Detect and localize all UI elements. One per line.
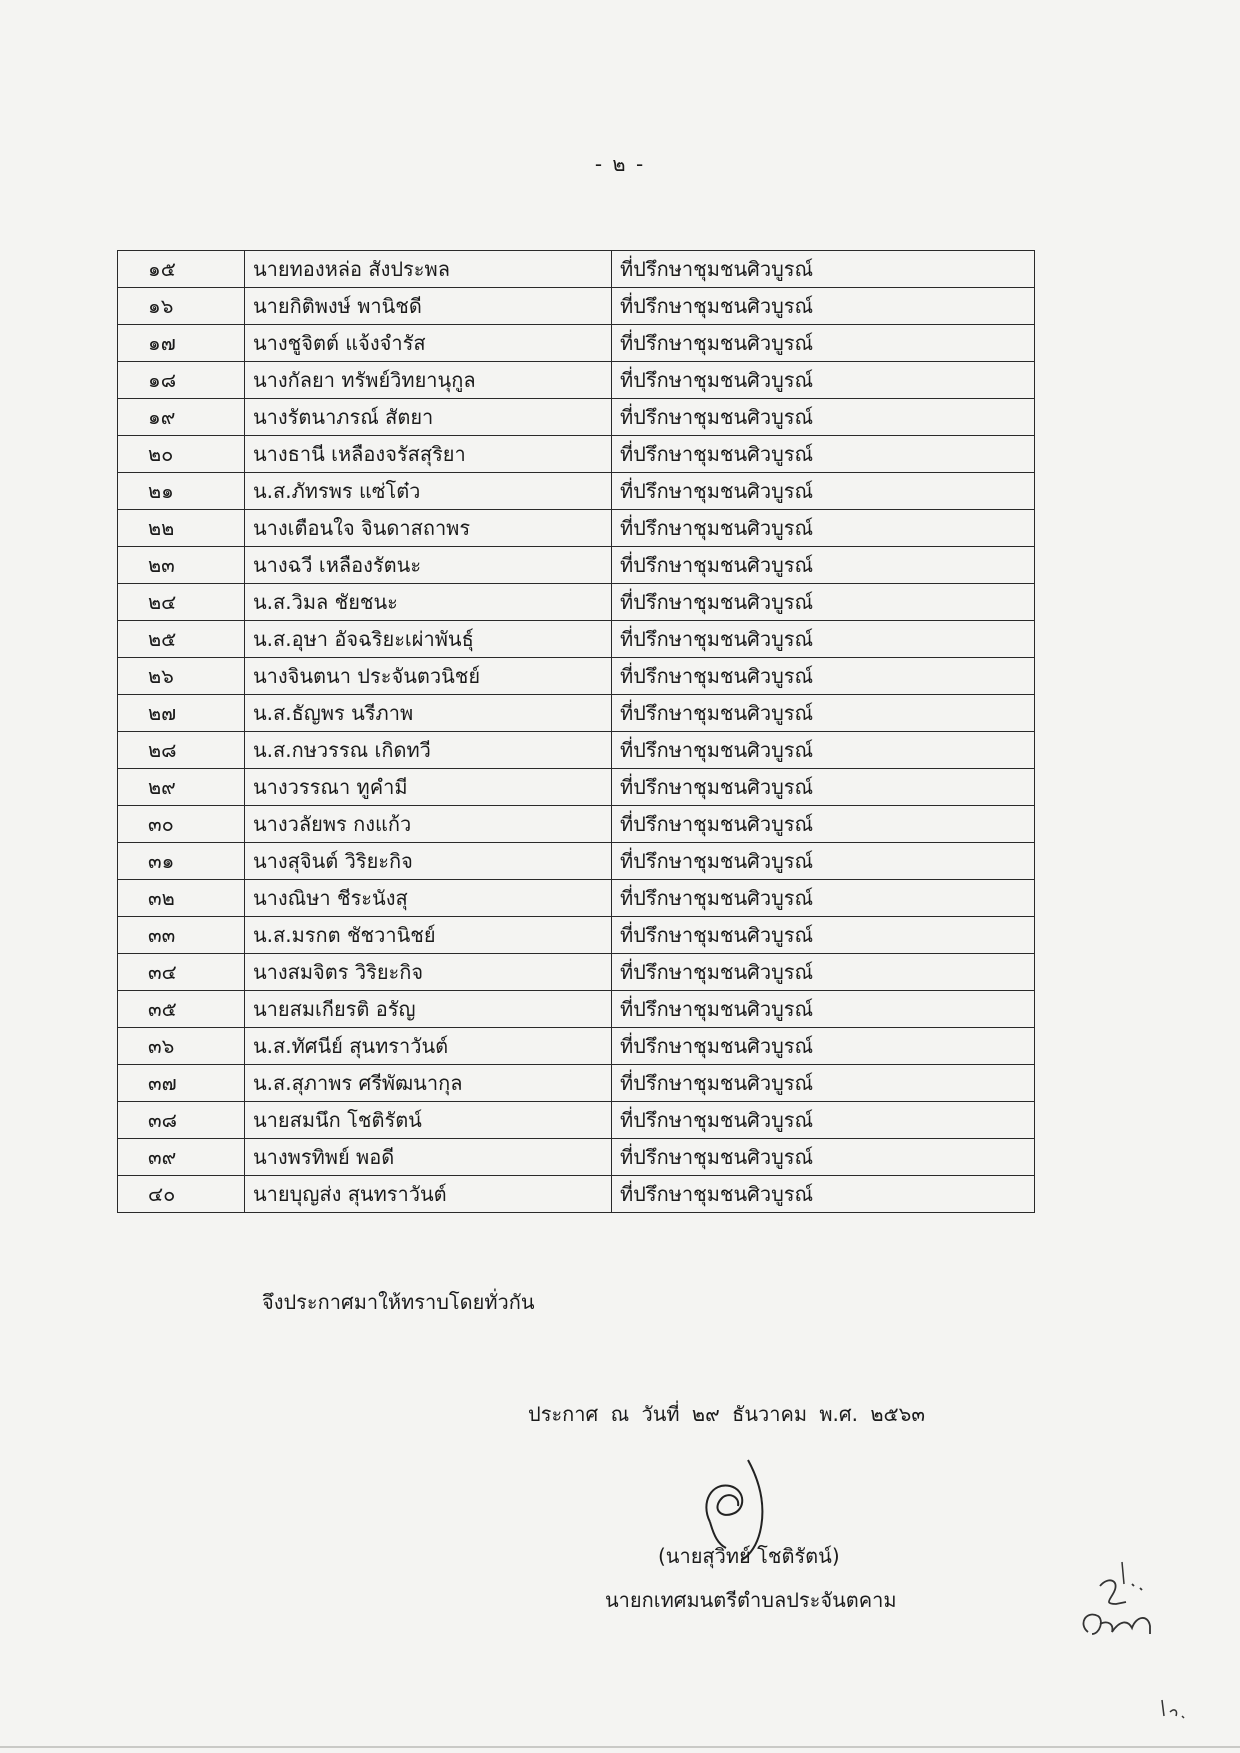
row-number: ๑๖ [118, 288, 245, 325]
table-row [118, 769, 1035, 806]
member-position: ที่ปรึกษาชุมชนศิวบูรณ์ [612, 843, 1035, 880]
member-name: นายบุญส่ง สุนทราวันต์ [245, 1176, 612, 1213]
member-position: ที่ปรึกษาชุมชนศิวบูรณ์ [612, 880, 1035, 917]
member-position: ที่ปรึกษาชุมชนศิวบูรณ์ [612, 1102, 1035, 1139]
member-name: นางพรทิพย์ พอดี [245, 1139, 612, 1176]
member-name: นางวรรณา ทูคำมี [245, 769, 612, 806]
row-number: ๒๗ [118, 695, 245, 732]
row-number: ๑๘ [118, 362, 245, 399]
member-position: ที่ปรึกษาชุมชนศิวบูรณ์ [612, 362, 1035, 399]
table-row [118, 1139, 1035, 1176]
member-position: ที่ปรึกษาชุมชนศิวบูรณ์ [612, 991, 1035, 1028]
table-row [118, 880, 1035, 917]
table-row [118, 917, 1035, 954]
committee-table [117, 250, 1035, 1213]
member-name: นางณิษา ชีระนังสุ [245, 880, 612, 917]
row-number: ๓๐ [118, 806, 245, 843]
member-name: น.ส.วิมล ชัยชนะ [245, 584, 612, 621]
member-name: นางกัลยา ทรัพย์วิทยานุกูล [245, 362, 612, 399]
member-position: ที่ปรึกษาชุมชนศิวบูรณ์ [612, 917, 1035, 954]
table-row [118, 288, 1035, 325]
row-number: ๓๙ [118, 1139, 245, 1176]
member-position: ที่ปรึกษาชุมชนศิวบูรณ์ [612, 436, 1035, 473]
member-name: น.ส.กษวรรณ เกิดทวี [245, 732, 612, 769]
row-number: ๑๕ [118, 251, 245, 288]
page-number: - ๒ - [594, 152, 646, 176]
row-number: ๒๖ [118, 658, 245, 695]
table-row [118, 251, 1035, 288]
member-position: ที่ปรึกษาชุมชนศิวบูรณ์ [612, 695, 1035, 732]
row-number: ๒๔ [118, 584, 245, 621]
member-name: นางธานี เหลืองจรัสสุริยา [245, 436, 612, 473]
table-row [118, 362, 1035, 399]
row-number: ๒๑ [118, 473, 245, 510]
scan-edge [0, 1746, 1240, 1748]
table-row [118, 695, 1035, 732]
member-position: ที่ปรึกษาชุมชนศิวบูรณ์ [612, 954, 1035, 991]
table-row [118, 806, 1035, 843]
member-position: ที่ปรึกษาชุมชนศิวบูรณ์ [612, 658, 1035, 695]
announcement-date: ประกาศ ณ วันที่ ๒๙ ธันวาคม พ.ศ. ๒๕๖๓ [528, 1402, 926, 1426]
table-row [118, 1028, 1035, 1065]
member-position: ที่ปรึกษาชุมชนศิวบูรณ์ [612, 288, 1035, 325]
table-row [118, 1065, 1035, 1102]
table-row [118, 399, 1035, 436]
member-name: น.ส.ธัญพร นรีภาพ [245, 695, 612, 732]
signatory-name: (นายสุวิทย์ โชติรัตน์) [658, 1544, 840, 1568]
table-row [118, 991, 1035, 1028]
member-position: ที่ปรึกษาชุมชนศิวบูรณ์ [612, 1139, 1035, 1176]
member-name: นายกิติพงษ์ พานิชดี [245, 288, 612, 325]
member-position: ที่ปรึกษาชุมชนศิวบูรณ์ [612, 1176, 1035, 1213]
member-name: น.ส.สุภาพร ศรีพัฒนากุล [245, 1065, 612, 1102]
row-number: ๑๗ [118, 325, 245, 362]
signatory-title: นายกเทศมนตรีตำบลประจันตคาม [605, 1588, 897, 1612]
table-row [118, 621, 1035, 658]
member-name: นางจินตนา ประจันตวนิชย์ [245, 658, 612, 695]
member-name: น.ส.อุษา อัจฉริยะเผ่าพันธุ์ [245, 621, 612, 658]
member-name: นางเตือนใจ จินดาสถาพร [245, 510, 612, 547]
row-number: ๓๖ [118, 1028, 245, 1065]
member-name: นายทองหล่อ สังประพล [245, 251, 612, 288]
member-position: ที่ปรึกษาชุมชนศิวบูรณ์ [612, 325, 1035, 362]
row-number: ๓๔ [118, 954, 245, 991]
row-number: ๓๘ [118, 1102, 245, 1139]
closing-statement: จึงประกาศมาให้ทราบโดยทั่วกัน [262, 1290, 535, 1314]
member-name: น.ส.มรกต ชัชวานิชย์ [245, 917, 612, 954]
table-row [118, 473, 1035, 510]
member-name: น.ส.ภัทรพร แซ่โต๋ว [245, 473, 612, 510]
row-number: ๓๕ [118, 991, 245, 1028]
handwritten-initials [1070, 1550, 1210, 1730]
member-name: นางรัตนาภรณ์ สัตยา [245, 399, 612, 436]
member-position: ที่ปรึกษาชุมชนศิวบูรณ์ [612, 547, 1035, 584]
member-name: นางวลัยพร กงแก้ว [245, 806, 612, 843]
table-row [118, 1102, 1035, 1139]
table-row [118, 843, 1035, 880]
member-position: ที่ปรึกษาชุมชนศิวบูรณ์ [612, 584, 1035, 621]
row-number: ๓๗ [118, 1065, 245, 1102]
committee-table-body [118, 251, 1035, 1213]
member-position: ที่ปรึกษาชุมชนศิวบูรณ์ [612, 1065, 1035, 1102]
member-name: นายสมเกียรติ อรัญ [245, 991, 612, 1028]
member-position: ที่ปรึกษาชุมชนศิวบูรณ์ [612, 806, 1035, 843]
row-number: ๒๓ [118, 547, 245, 584]
row-number: ๒๐ [118, 436, 245, 473]
member-position: ที่ปรึกษาชุมชนศิวบูรณ์ [612, 1028, 1035, 1065]
table-row [118, 547, 1035, 584]
table-row [118, 325, 1035, 362]
table-row [118, 954, 1035, 991]
row-number: ๑๙ [118, 399, 245, 436]
member-position: ที่ปรึกษาชุมชนศิวบูรณ์ [612, 251, 1035, 288]
row-number: ๒๒ [118, 510, 245, 547]
table-row [118, 1176, 1035, 1213]
member-name: นางชูจิตต์ แจ้งจำรัส [245, 325, 612, 362]
table-row [118, 658, 1035, 695]
member-name: น.ส.ทัศนีย์ สุนทราวันต์ [245, 1028, 612, 1065]
member-name: นางสุจินต์ วิริยะกิจ [245, 843, 612, 880]
member-position: ที่ปรึกษาชุมชนศิวบูรณ์ [612, 732, 1035, 769]
row-number: ๔๐ [118, 1176, 245, 1213]
row-number: ๓๓ [118, 917, 245, 954]
table-row [118, 436, 1035, 473]
row-number: ๒๘ [118, 732, 245, 769]
member-name: นายสมนึก โชติรัตน์ [245, 1102, 612, 1139]
member-position: ที่ปรึกษาชุมชนศิวบูรณ์ [612, 399, 1035, 436]
member-position: ที่ปรึกษาชุมชนศิวบูรณ์ [612, 769, 1035, 806]
member-position: ที่ปรึกษาชุมชนศิวบูรณ์ [612, 621, 1035, 658]
member-name: นางสมจิตร วิริยะกิจ [245, 954, 612, 991]
member-name: นางฉวี เหลืองรัตนะ [245, 547, 612, 584]
row-number: ๒๙ [118, 769, 245, 806]
row-number: ๒๕ [118, 621, 245, 658]
row-number: ๓๑ [118, 843, 245, 880]
member-position: ที่ปรึกษาชุมชนศิวบูรณ์ [612, 510, 1035, 547]
table-row [118, 732, 1035, 769]
table-row [118, 584, 1035, 621]
table-row [118, 510, 1035, 547]
row-number: ๓๒ [118, 880, 245, 917]
member-position: ที่ปรึกษาชุมชนศิวบูรณ์ [612, 473, 1035, 510]
